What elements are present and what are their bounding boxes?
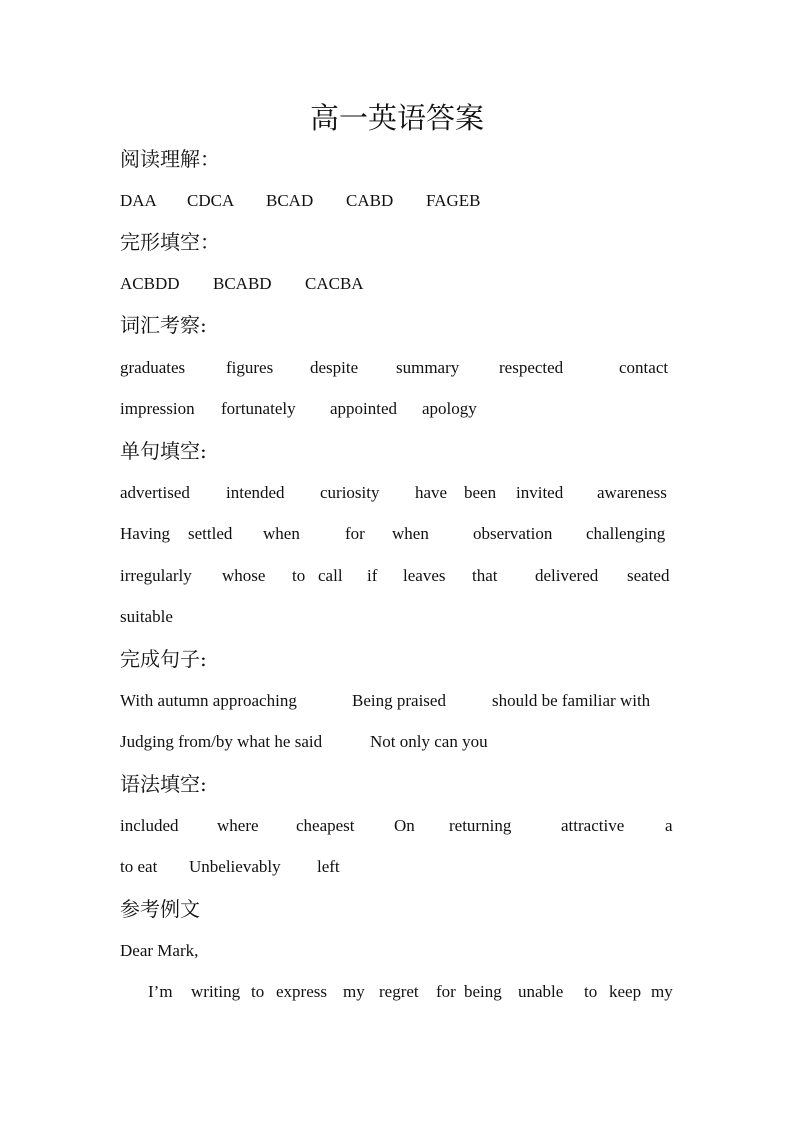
answer-phrase: With autumn approaching <box>120 691 297 710</box>
answer-word: when <box>392 524 429 543</box>
answer-phrase: Being praised <box>352 691 446 710</box>
answer-group: BCAD <box>266 191 314 210</box>
answer-group: DAA <box>120 191 157 210</box>
answer-word: a <box>665 816 673 835</box>
answer-word: contact <box>619 358 669 377</box>
answer-word: On <box>394 816 415 835</box>
answer-word: despite <box>310 358 359 377</box>
answer-word: curiosity <box>320 483 380 502</box>
answer-phrase: Not only can you <box>370 732 488 751</box>
section-heading-vocabulary: 词汇考察: <box>120 313 207 337</box>
answer-word: apology <box>422 399 477 418</box>
answer-word: cheapest <box>296 816 355 835</box>
answer-word: suitable <box>120 607 173 626</box>
answer-word: left <box>317 857 340 876</box>
salutation-text: Dear Mark, <box>120 941 199 960</box>
section-heading-reading: 阅读理解： <box>120 147 220 171</box>
essay-word: express <box>276 982 327 1001</box>
answer-word: have <box>415 483 448 502</box>
answer-word: summary <box>396 358 460 377</box>
answer-word: graduates <box>120 358 186 377</box>
essay-word: writing <box>191 982 241 1001</box>
answer-word: intended <box>226 483 285 502</box>
essay-word: I’m <box>148 982 173 1001</box>
answer-phrase: should be familiar with <box>492 691 651 710</box>
answer-group: CACBA <box>305 274 364 293</box>
answer-word: where <box>217 816 259 835</box>
answer-word: Having <box>120 524 171 543</box>
answer-word: leaves <box>403 566 446 585</box>
page-title: 高一英语答案 <box>309 101 484 135</box>
essay-word: my <box>651 982 673 1001</box>
answer-word: figures <box>226 358 274 377</box>
answer-word: advertised <box>120 483 190 502</box>
section-heading-sample-essay: 参考例文 <box>120 897 200 921</box>
answer-word: appointed <box>330 399 398 418</box>
answer-word: for <box>345 524 365 543</box>
answer-group: FAGEB <box>426 191 481 210</box>
answer-group: CDCA <box>187 191 235 210</box>
answer-word: challenging <box>586 524 666 543</box>
essay-word: being <box>464 982 502 1001</box>
essay-word: keep <box>609 982 642 1001</box>
answer-word: when <box>263 524 300 543</box>
section-heading-grammar-fill: 语法填空: <box>120 772 207 796</box>
answer-word: awareness <box>597 483 667 502</box>
essay-word: to <box>251 982 265 1001</box>
answer-word: if <box>367 566 378 585</box>
answer-group: ACBDD <box>120 274 180 293</box>
answer-word: included <box>120 816 179 835</box>
answer-word: to <box>292 566 306 585</box>
answer-word: settled <box>188 524 233 543</box>
section-heading-complete-sentences: 完成句子: <box>120 647 207 671</box>
answer-word: impression <box>120 399 195 418</box>
answer-word: to eat <box>120 857 158 876</box>
essay-word: for <box>436 982 456 1001</box>
answer-word: call <box>318 566 343 585</box>
answer-group: CABD <box>346 191 394 210</box>
answer-word: delivered <box>535 566 599 585</box>
essay-word: regret <box>379 982 419 1001</box>
answer-word: irregularly <box>120 566 192 585</box>
section-heading-cloze: 完形填空： <box>120 230 220 254</box>
answer-word: invited <box>516 483 564 502</box>
essay-word: unable <box>518 982 564 1001</box>
answer-word: that <box>472 566 498 585</box>
section-heading-sentence-fill: 单句填空: <box>120 439 207 463</box>
answer-group: BCABD <box>213 274 272 293</box>
answer-word: been <box>464 483 497 502</box>
answer-word: whose <box>222 566 266 585</box>
essay-word: to <box>584 982 598 1001</box>
answer-word: respected <box>499 358 564 377</box>
essay-word: my <box>343 982 365 1001</box>
answer-word: fortunately <box>221 399 296 418</box>
answer-word: attractive <box>561 816 625 835</box>
answer-phrase: Judging from/by what he said <box>120 732 323 751</box>
answer-word: returning <box>449 816 512 835</box>
answer-word: Unbelievably <box>189 857 281 876</box>
answer-word: seated <box>627 566 670 585</box>
answer-word: observation <box>473 524 553 543</box>
